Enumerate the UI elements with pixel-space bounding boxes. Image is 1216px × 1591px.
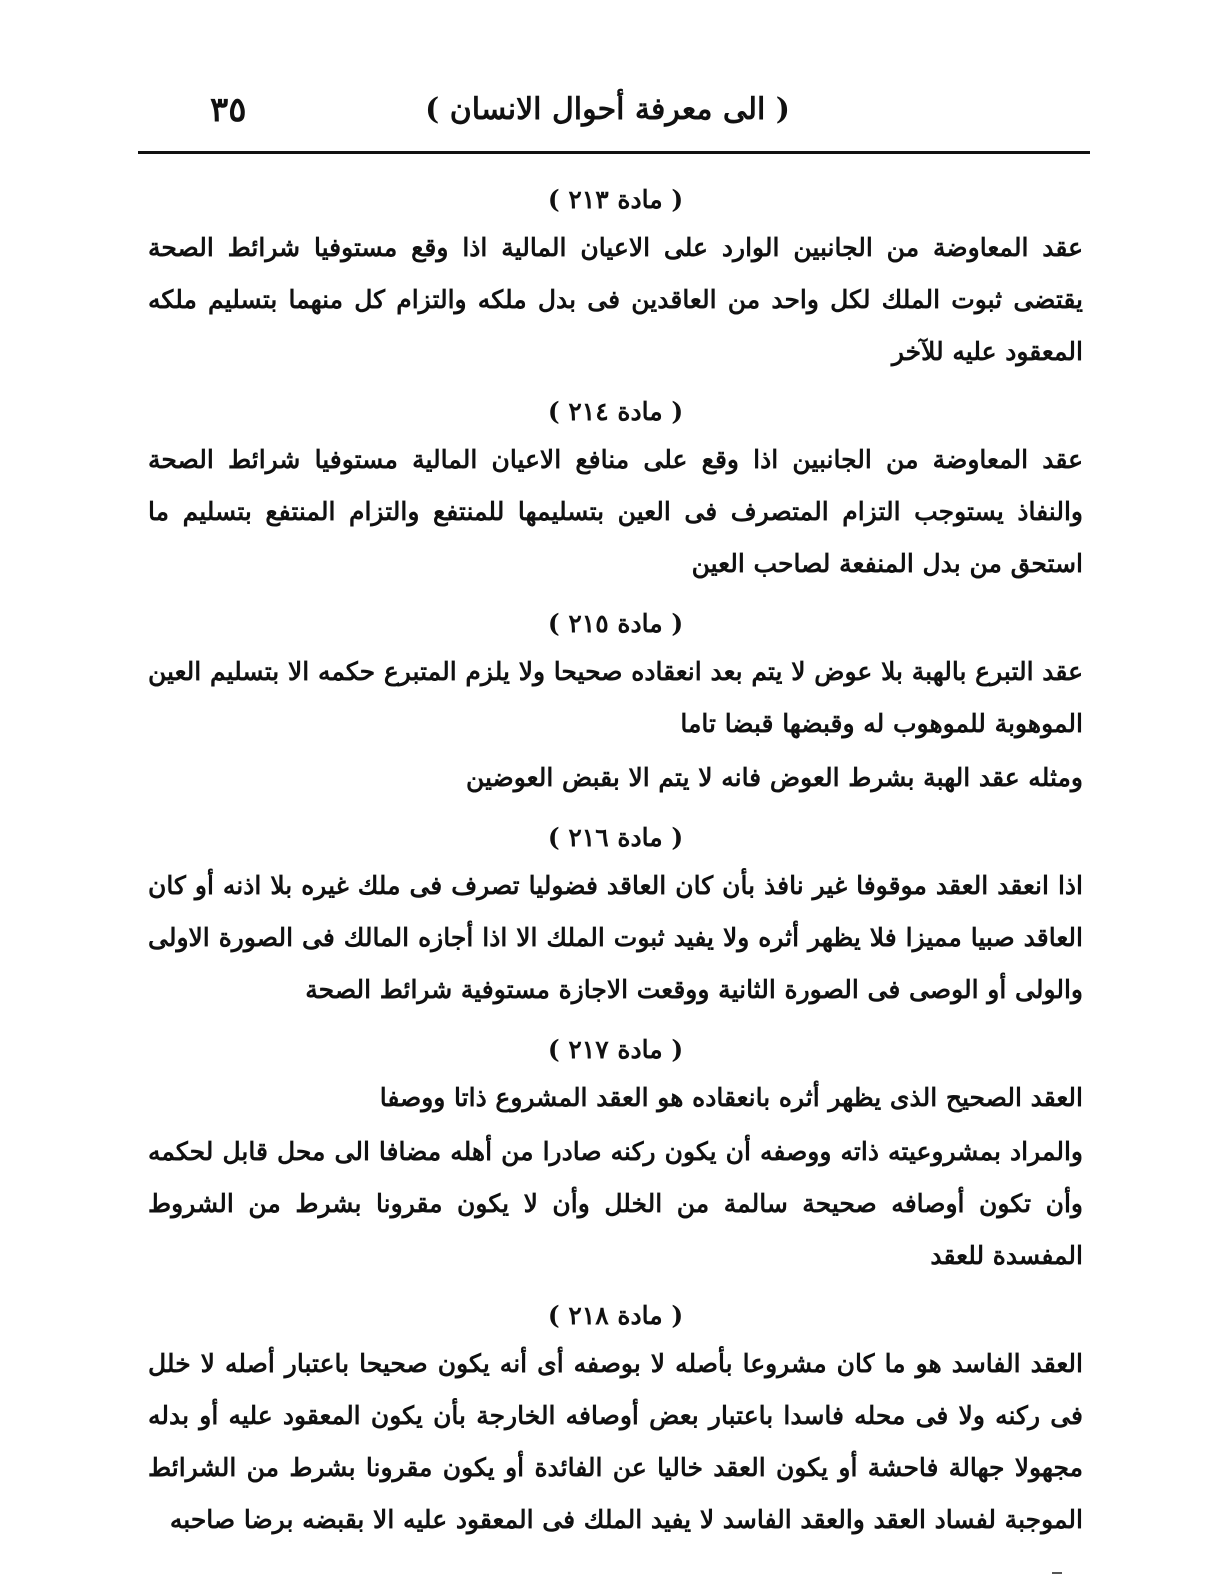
scan-speck xyxy=(1052,1572,1062,1574)
article-216 xyxy=(148,816,1083,1016)
article-heading: ( مادة ٢١٣ ) xyxy=(547,185,684,214)
header-rule xyxy=(138,151,1090,154)
article-heading: ( مادة ٢١٧ ) xyxy=(547,1035,684,1064)
article-214 xyxy=(148,390,1083,590)
article-paragraph: عقد المعاوضة من الجانبين اذا وقع على منافع الاعيان المالية مستوفيا شرائط الصحة والنفاذ يستوجب التزام المتصرف فى العين بتسليمها للمنتفع والتزام المنتفع بتسليم ما استحق من بدل المنفعة لصاحب العين xyxy=(148,445,1083,578)
running-title: ( الى معرفة أحوال الانسان ) xyxy=(425,92,790,127)
article-paragraph: ومثله عقد الهبة بشرط العوض فانه لا يتم الا بقبض العوضين xyxy=(465,763,1083,792)
article-215 xyxy=(148,602,1083,804)
article-218 xyxy=(148,1294,1083,1546)
page-body xyxy=(148,178,1083,1558)
article-heading: ( مادة ٢١٦ ) xyxy=(547,823,684,852)
article-217 xyxy=(148,1028,1083,1282)
page-header xyxy=(140,88,1090,148)
article-paragraph: والمراد بمشروعيته ذاته ووصفه أن يكون ركنه صادرا من أهله مضافا الى محل قابل لحكمه وأن تكون أوصافه صحيحة سالمة من الخلل وأن لا يكون مقرونا بشرط من الشروط المفسدة للعقد xyxy=(148,1137,1083,1270)
article-heading: ( مادة ٢١٤ ) xyxy=(547,397,684,426)
article-paragraph: عقد التبرع بالهبة بلا عوض لا يتم بعد انعقاده صحيحا ولا يلزم المتبرع حكمه الا بتسليم العين الموهوبة للموهوب له وقبضها قبضا تاما xyxy=(148,657,1083,738)
article-heading: ( مادة ٢١٨ ) xyxy=(547,1301,684,1330)
article-213 xyxy=(148,178,1083,378)
article-paragraph: العقد الفاسد هو ما كان مشروعا بأصله لا بوصفه أى أنه يكون صحيحا باعتبار أصله لا خلل فى ركنه ولا فى محله فاسدا باعتبار بعض أوصافه الخارجة بأن يكون المعقود عليه أو بدله مجهولا جهالة فاحشة أو يكون العقد خاليا عن الفائدة أو يكون مقرونا بشرط من الشرائط الموجبة لفساد العقد والعقد الفاسد لا يفيد الملك فى المعقود عليه الا بقبضه برضا صاحبه xyxy=(148,1349,1083,1534)
article-paragraph: اذا انعقد العقد موقوفا غير نافذ بأن كان العاقد فضوليا تصرف فى ملك غيره بلا اذنه أو كان العاقد صبيا مميزا فلا يظهر أثره ولا يفيد ثبوت الملك الا اذا أجازه المالك فى الصورة الاولى والولى أو الوصى فى الصورة الثانية ووقعت الاجازة مستوفية شرائط الصحة xyxy=(148,871,1083,1004)
page-number: ٣٥ xyxy=(210,90,247,130)
article-heading: ( مادة ٢١٥ ) xyxy=(547,609,684,638)
article-paragraph: عقد المعاوضة من الجانبين الوارد على الاعيان المالية اذا وقع مستوفيا شرائط الصحة يقتضى ثبوت الملك لكل واحد من العاقدين فى بدل ملكه والتزام كل منهما بتسليم ملكه المعقود عليه للآخر xyxy=(148,233,1083,366)
article-paragraph: العقد الصحيح الذى يظهر أثره بانعقاده هو العقد المشروع ذاتا ووصفا xyxy=(379,1083,1083,1112)
